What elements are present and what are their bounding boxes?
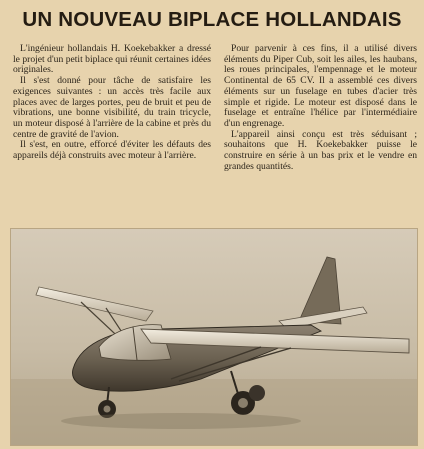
article-paragraph: L'ingénieur hollandais H. Koekebakker a dressé le projet d'un petit biplace qui réunit certaines idées originales. (13, 43, 211, 76)
aircraft-photo (10, 228, 418, 446)
article-column-right (224, 44, 417, 172)
main-wheel (249, 385, 265, 401)
article-paragraph: L'appareil ainsi conçu est très séduisant ; souhaitons que H. Koekebakker puisse le construire en série à un bas prix et le vendre en grandes quantités. (224, 128, 417, 172)
article-paragraph: Pour parvenir à ces fins, il a utilisé divers éléments du Piper Cub, soit les ailes, les haubans, les roues principales, l'empennage et le moteur Continental de 65 CV. Il a assemblé ces divers éléments sur un fuselage en tubes d'acier très simple et rigide. Le moteur est disposé dans le fuselage et entraîne l'hélice par l'intermédiaire d'un engrenage. (224, 43, 417, 129)
ground-shadow (61, 413, 301, 429)
article-column-left (13, 44, 211, 162)
page-headline: UN NOUVEAU BIPLACE HOLLANDAIS (22, 8, 402, 31)
article-paragraph: Il s'est, en outre, efforcé d'éviter les défauts des appareils déjà construits avec moteur à l'arrière. (13, 139, 211, 162)
aircraft-model-image (11, 229, 417, 445)
article-paragraph: Il s'est donné pour tâche de satisfaire les exigences suivantes : un accès très facile aux places avec de larges portes, peu de bruit et peu de vibrations, une bonne visibilité, du train tricycle, un moteur disposé à l'arrière de la cabine et près du centre de gravité de l'avion. (13, 75, 211, 140)
